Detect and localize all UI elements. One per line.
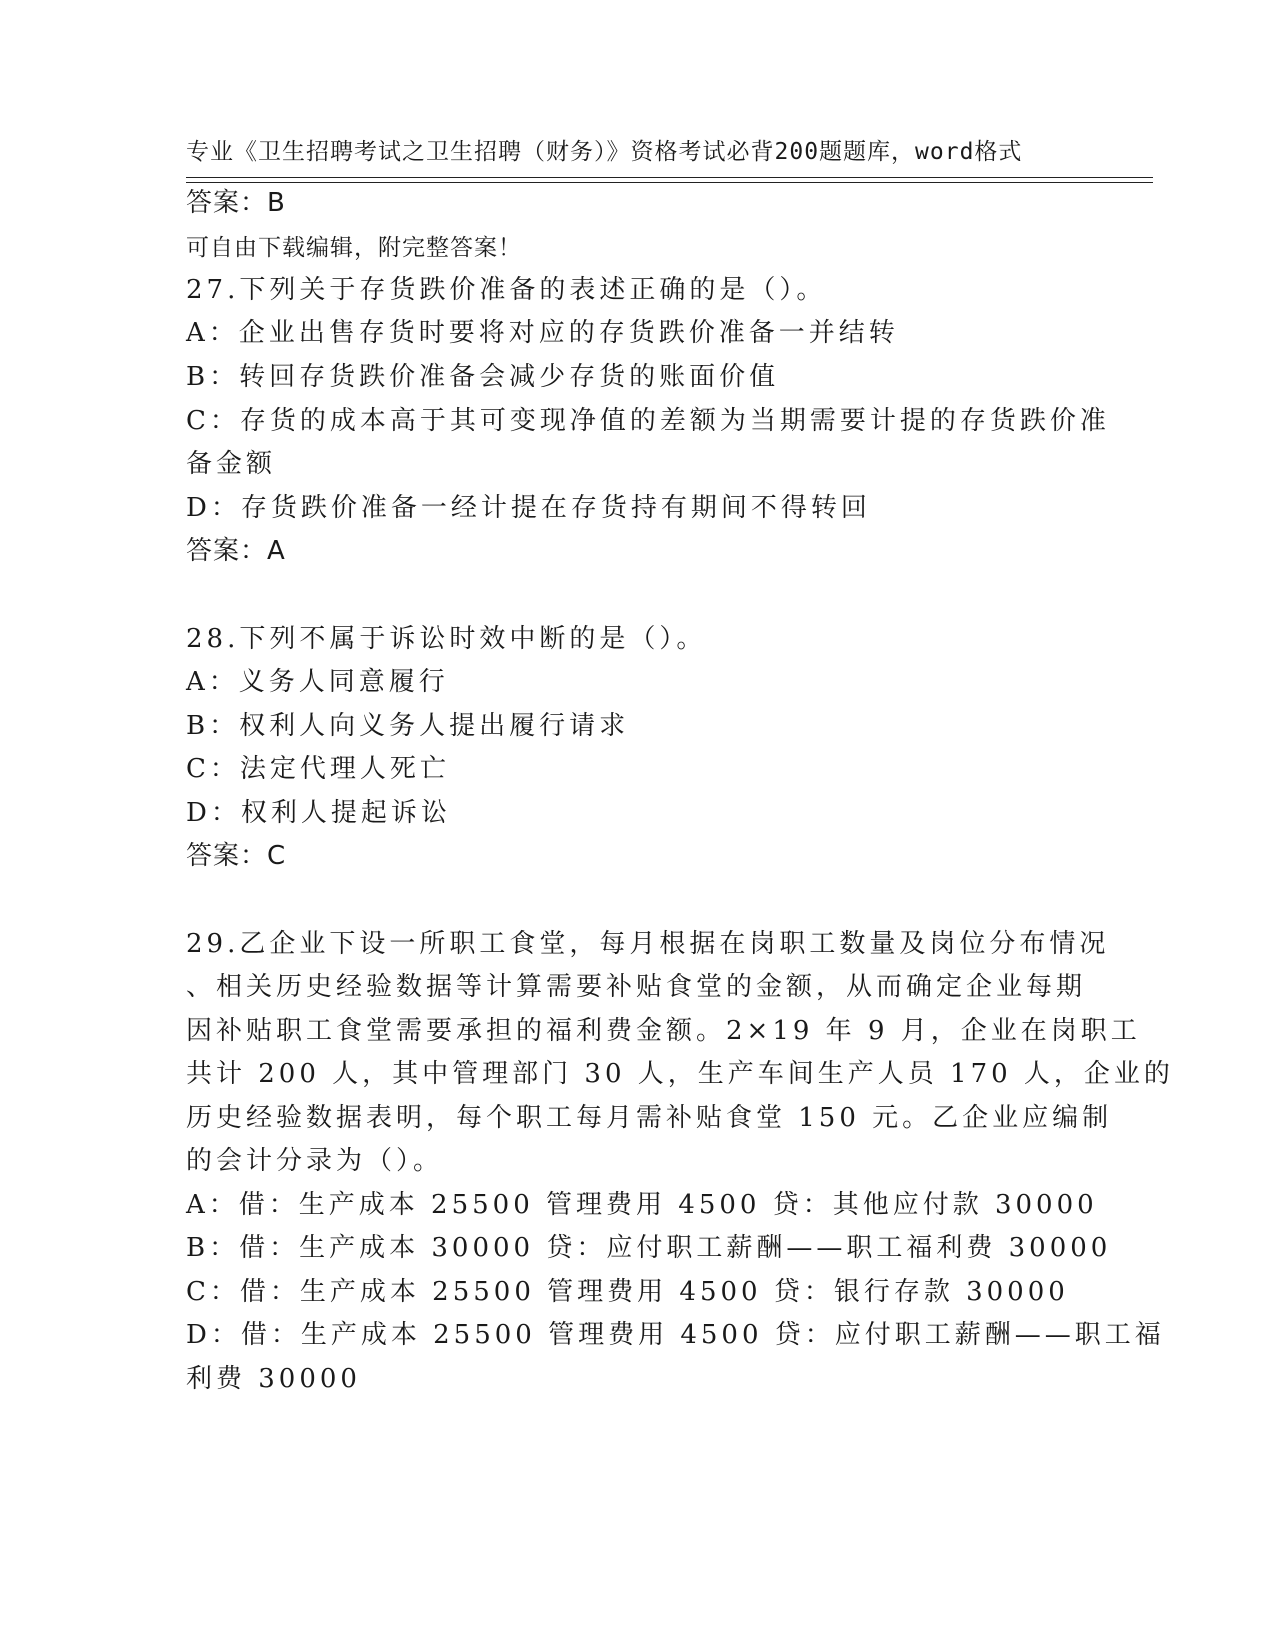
q27-stem: 27.下列关于存货跌价准备的表述正确的是（）。 bbox=[186, 275, 827, 305]
q29-option-b: B：借：生产成本 30000 贷：应付职工薪酬——职工福利费 30000 bbox=[186, 1233, 1112, 1263]
q27-option-b: B：转回存货跌价准备会减少存货的账面价值 bbox=[186, 362, 780, 392]
q29-stem-line1: 29.乙企业下设一所职工食堂，每月根据在岗职工数量及岗位分布情况 bbox=[186, 929, 1110, 959]
q29-option-a: A：借：生产成本 25500 管理费用 4500 贷：其他应付款 30000 bbox=[186, 1190, 1098, 1220]
q28-answer: 答案：C bbox=[186, 841, 287, 871]
previous-answer: 答案：B bbox=[186, 188, 286, 218]
header-divider-top bbox=[186, 177, 1153, 178]
q29-stem-line3: 因补贴职工食堂需要承担的福利费金额。2×19 年 9 月，企业在岗职工 bbox=[186, 1016, 1141, 1046]
q27-option-a: A：企业出售存货时要将对应的存货跌价准备一并结转 bbox=[186, 318, 899, 348]
q28-option-a: A：义务人同意履行 bbox=[186, 667, 449, 697]
q29-stem-line5: 历史经验数据表明，每个职工每月需补贴食堂 150 元。乙企业应编制 bbox=[186, 1103, 1113, 1133]
q27-option-d: D：存货跌价准备一经计提在存货持有期间不得转回 bbox=[186, 493, 871, 523]
q29-option-d-line2: 利费 30000 bbox=[186, 1364, 361, 1394]
q27-answer: 答案：A bbox=[186, 536, 286, 566]
q28-option-b: B：权利人向义务人提出履行请求 bbox=[186, 711, 630, 741]
q27-option-c-line1: C：存货的成本高于其可变现净值的差额为当期需要计提的存货跌价准 bbox=[186, 406, 1110, 436]
q27-option-c-line2: 备金额 bbox=[186, 449, 277, 479]
q28-stem: 28.下列不属于诉讼时效中断的是（）。 bbox=[186, 624, 707, 654]
q29-stem-line4: 共计 200 人，其中管理部门 30 人，生产车间生产人员 170 人，企业的 bbox=[186, 1059, 1174, 1089]
q29-option-d-line1: D：借：生产成本 25500 管理费用 4500 贷：应付职工薪酬——职工福 bbox=[186, 1320, 1165, 1350]
q29-stem-line6: 的会计分录为（）。 bbox=[186, 1146, 444, 1176]
q28-option-d: D：权利人提起诉讼 bbox=[186, 798, 451, 828]
q29-stem-line2: 、相关历史经验数据等计算需要补贴食堂的金额，从而确定企业每期 bbox=[186, 972, 1087, 1002]
header-line-2: 可自由下载编辑，附完整答案！ bbox=[186, 235, 522, 261]
header-divider-bottom bbox=[186, 182, 1153, 183]
header-line-1: 专业《卫生招聘考试之卫生招聘（财务）》资格考试必背200题题库，word格式 bbox=[186, 139, 1023, 165]
q29-option-c: C：借：生产成本 25500 管理费用 4500 贷：银行存款 30000 bbox=[186, 1277, 1069, 1307]
q28-option-c: C：法定代理人死亡 bbox=[186, 754, 450, 784]
